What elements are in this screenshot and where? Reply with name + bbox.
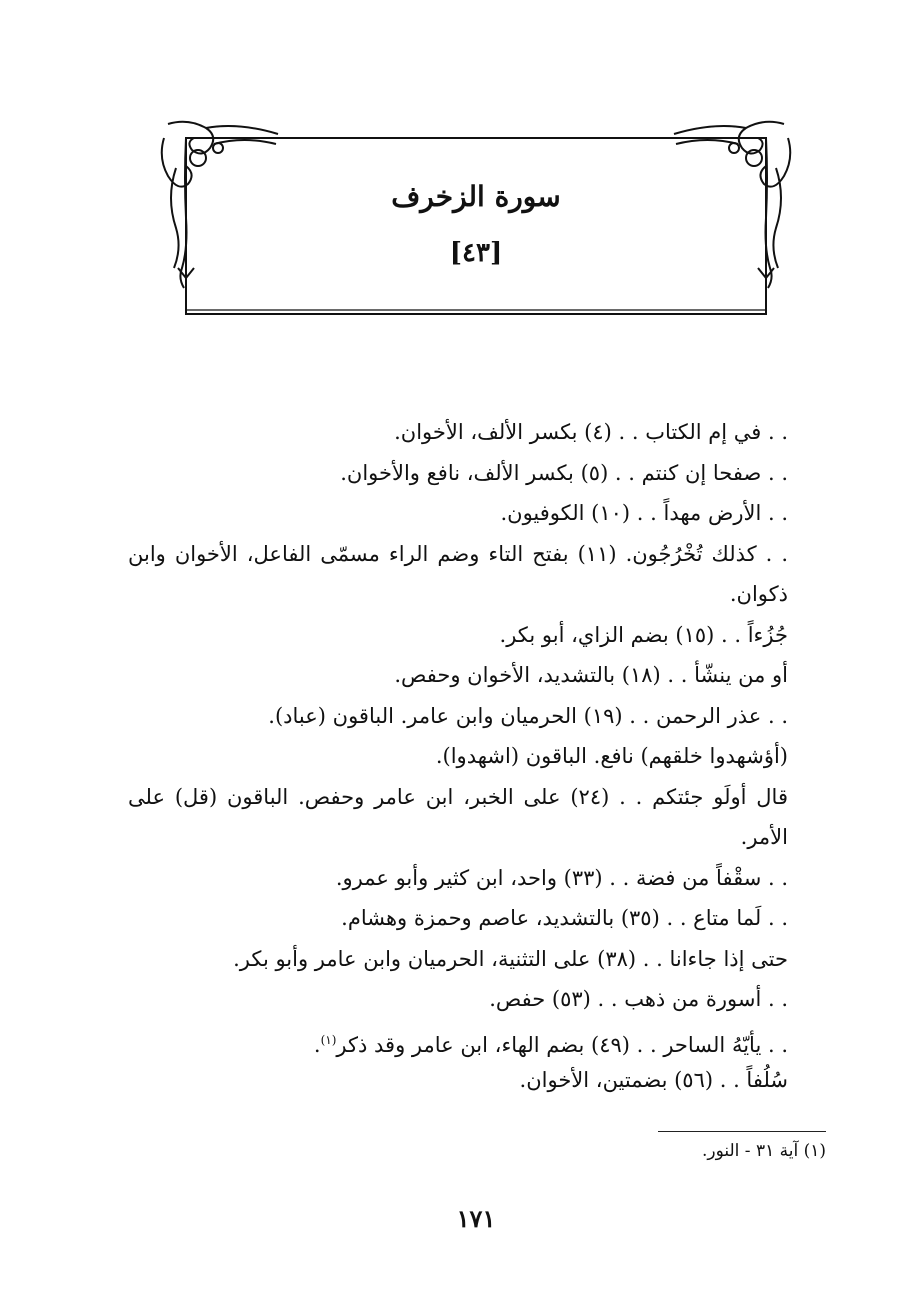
reading-line: . . الأرض مهداً . . (١٠) الكوفيون. xyxy=(500,501,788,525)
reading-line: . . في إم الكتاب . . (٤) بكسر الألف، الأخوان. xyxy=(394,420,788,444)
reading-line: . . عذر الرحمن . . (١٩) الحرميان وابن عامر. الباقون (عباد). xyxy=(268,703,788,728)
footnote-marker: (١) xyxy=(320,1032,337,1047)
footnote: (١) آية ٣١ - النور. xyxy=(701,1141,826,1161)
reading-line: . . أسورة من ذهب . . (٥٣) حفص. xyxy=(489,987,788,1011)
reading-line: . . صفحا إن كنتم . . (٥) بكسر الألف، نافع والأخوان. xyxy=(340,460,788,485)
footnote-divider xyxy=(658,1131,826,1132)
ornament-border xyxy=(158,118,794,318)
ornamental-title-frame xyxy=(158,118,794,318)
reading-line: جُزُءاً . . (١٥) بضم الزاي، أبو بكر. xyxy=(499,622,788,647)
reading-line: قال أولَو جئتكم . . (٢٤) على الخبر، ابن عامر وحفص. الباقون (قل) على xyxy=(128,784,788,809)
reading-line: ذكوان. xyxy=(729,582,788,606)
reading-line: (أؤشهدوا خلقهم) نافع. الباقون (اشهدوا). xyxy=(435,744,788,768)
surah-number: [٤٣] xyxy=(449,238,503,268)
readings-list xyxy=(128,412,788,1101)
reading-line: . . سقْفاً من فضة . . (٣٣) واحد، ابن كثير وأبو عمرو. xyxy=(335,865,788,890)
reading-line: . . لَما متاع . . (٣٥) بالتشديد، عاصم وحمزة وهشام. xyxy=(341,906,788,930)
reading-line: الأمر. xyxy=(740,825,788,849)
surah-title: سورة الزخرف xyxy=(391,180,561,213)
reading-line: أو من ينشّأ . . (١٨) بالتشديد، الأخوان وحفص. xyxy=(394,663,788,687)
reading-line: . . يأيّهُ الساحر . . (٤٩) بضم الهاء، ابن عامر وقد ذكر$^{(١)}$. xyxy=(313,1032,788,1057)
reading-line: حتى إذا جاءانا . . (٣٨) على التثنية، الحرميان وابن عامر وأبو بكر. xyxy=(233,946,788,971)
reading-line-text: . . يأيّهُ الساحر . . (٤٩) بضم الهاء، ابن عامر وقد ذكر xyxy=(336,1032,788,1057)
reading-line: . . كذلك تُخْرُجُون. (١١) بفتح التاء وضم الراء مسمّى الفاعل، الأخوان وابن xyxy=(128,541,788,566)
page-number: ١٧١ xyxy=(456,1204,496,1233)
reading-line: سُلُفاً . . (٥٦) بضمتين، الأخوان. xyxy=(519,1068,788,1092)
